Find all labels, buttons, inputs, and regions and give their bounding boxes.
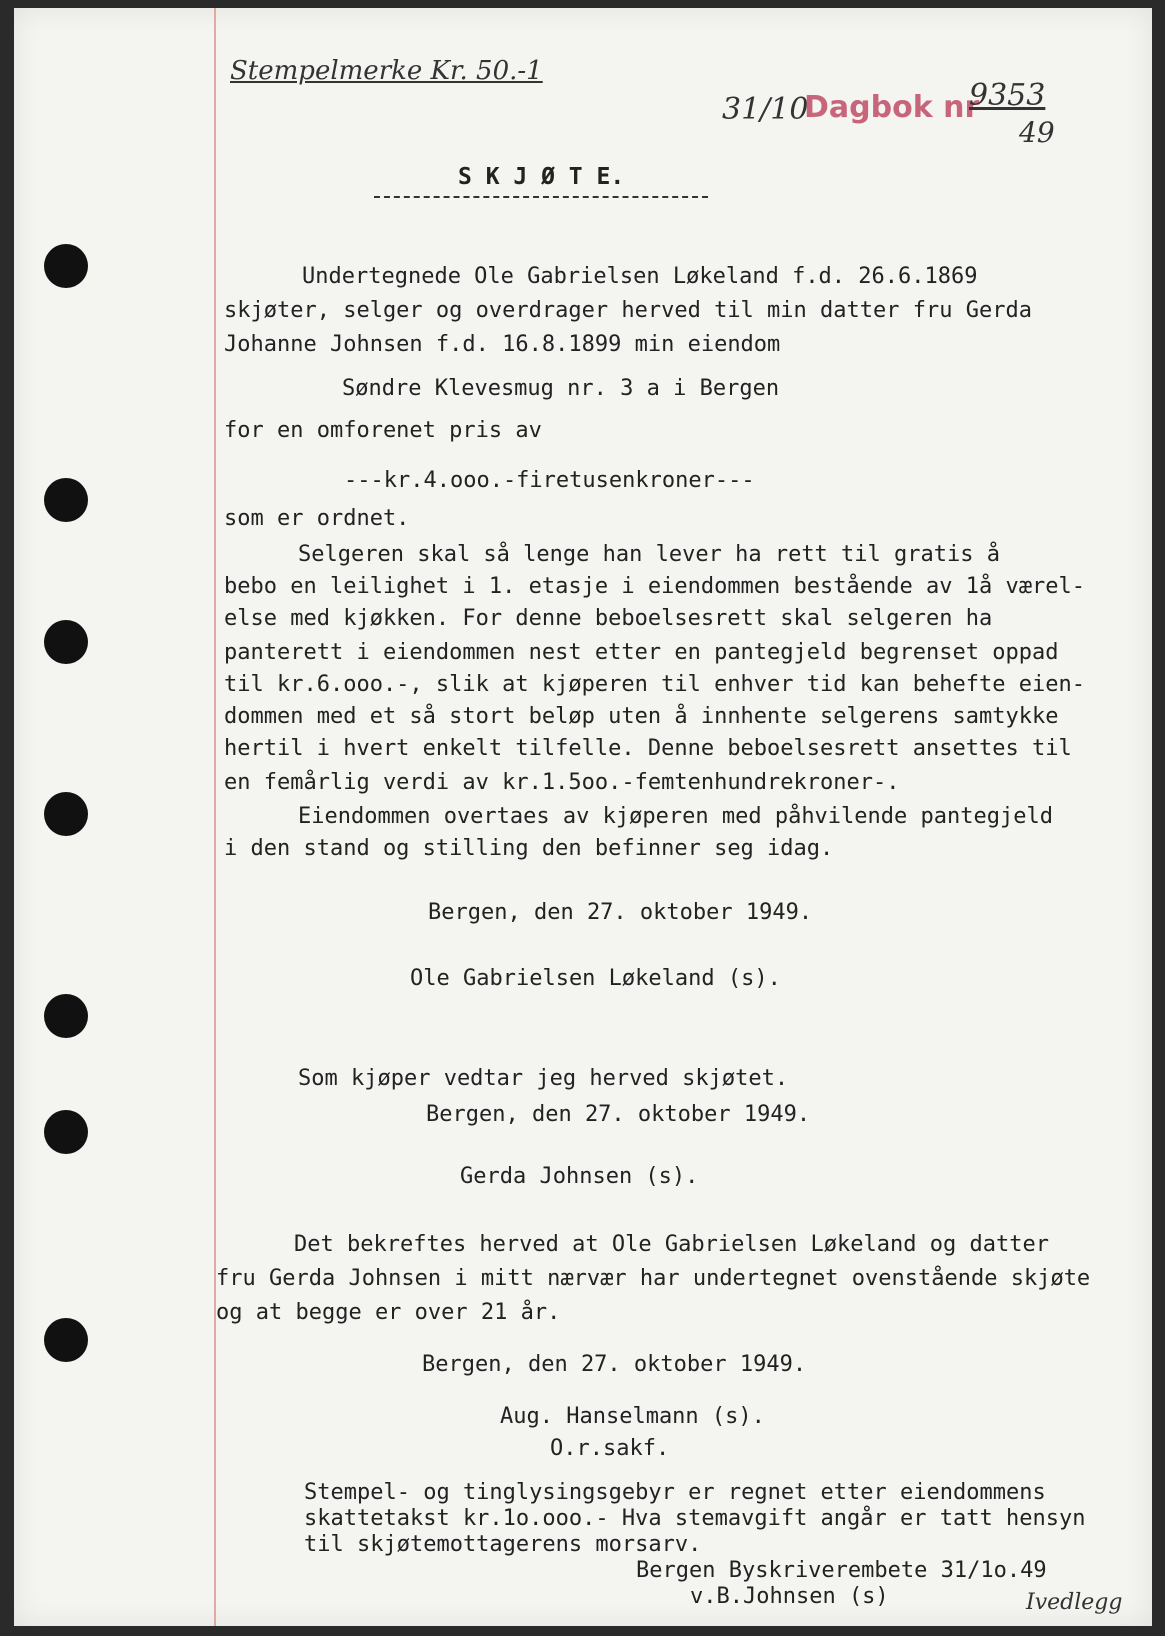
text-line: til skjøtemottagerens morsarv.: [304, 1532, 702, 1557]
text-line: Ole Gabrielsen Løkeland (s).: [410, 966, 781, 991]
text-line: O.r.sakf.: [550, 1436, 670, 1461]
punch-hole: [44, 244, 88, 288]
text-line: skattetakst kr.1o.ooo.- Hva stemavgift angår er tatt hensyn: [304, 1506, 1086, 1531]
text-line: Søndre Klevesmug nr. 3 a i Bergen: [342, 376, 780, 401]
text-line: v.B.Johnsen (s): [690, 1584, 889, 1609]
punch-hole: [44, 994, 88, 1038]
title-underline: [374, 196, 708, 198]
text-line: Som kjøper vedtar jeg herved skjøtet.: [298, 1066, 789, 1091]
punch-hole: [44, 478, 88, 522]
text-line: Bergen Byskriverembete 31/1o.49: [636, 1558, 1047, 1583]
text-line: en femårlig verdi av kr.1.5oo.-femtenhundrekroner-.: [224, 770, 900, 795]
text-line: Bergen, den 27. oktober 1949.: [426, 1102, 811, 1127]
text-line: panterett i eiendommen nest etter en pantegjeld begrenset oppad: [224, 640, 1059, 665]
text-line: til kr.6.ooo.-, slik at kjøperen til enhver tid kan behefte eien-: [224, 672, 1085, 697]
text-line: Stempel- og tinglysingsgebyr er regnet etter eiendommens: [304, 1480, 1046, 1505]
text-line: for en omforenet pris av: [224, 418, 542, 443]
text-line: Selgeren skal så lenge han lever ha rett til gratis å: [298, 542, 1000, 567]
document-title: S K J Ø T E.: [458, 164, 625, 190]
text-line: dommen med et så stort beløp uten å innhente selgerens samtykke: [224, 704, 1059, 729]
margin-line: [214, 8, 216, 1626]
punch-hole: [44, 1110, 88, 1154]
text-line: som er ordnet.: [224, 506, 410, 531]
punch-hole: [44, 792, 88, 836]
text-line: bebo en leilighet i 1. etasje i eiendommen bestående av 1å værel-: [224, 574, 1085, 599]
text-line: hertil i hvert enkelt tilfelle. Denne beboelsesrett ansettes til: [224, 736, 1072, 761]
handwritten-year: 49: [1019, 116, 1055, 149]
text-line: fru Gerda Johnsen i mitt nærvær har undertegnet ovenstående skjøte: [216, 1266, 1091, 1291]
text-line: ---kr.4.ooo.-firetusenkroner---: [344, 468, 755, 493]
text-line: skjøter, selger og overdrager herved til min datter fru Gerda: [224, 298, 1032, 323]
handwritten-date: 31/10: [722, 92, 809, 127]
text-line: Bergen, den 27. oktober 1949.: [422, 1352, 807, 1377]
handwritten-attachment-note: Ivedlegg: [1026, 1590, 1123, 1615]
text-line: else med kjøkken. For denne beboelsesrett skal selgeren ha: [224, 606, 993, 631]
text-line: Undertegnede Ole Gabrielsen Løkeland f.d. 26.6.1869: [302, 264, 978, 289]
text-line: Det bekreftes herved at Ole Gabrielsen Løkeland og datter: [294, 1232, 1049, 1257]
handwritten-journal-number: 9353: [969, 78, 1046, 113]
dagbok-stamp: Dagbok nr: [804, 90, 980, 125]
text-line: og at begge er over 21 år.: [216, 1300, 561, 1325]
punch-hole: [44, 1318, 88, 1362]
text-line: Gerda Johnsen (s).: [460, 1164, 699, 1189]
text-line: Eiendommen overtaes av kjøperen med påhvilende pantegjeld: [298, 804, 1053, 829]
punch-hole: [44, 620, 88, 664]
handwritten-stamp-note: Stempelmerke Kr. 50.-1: [230, 56, 543, 86]
text-line: Aug. Hanselmann (s).: [500, 1404, 765, 1429]
text-line: Bergen, den 27. oktober 1949.: [428, 900, 813, 925]
text-line: i den stand og stilling den befinner seg idag.: [224, 836, 834, 861]
text-line: Johanne Johnsen f.d. 16.8.1899 min eiendom: [224, 332, 781, 357]
document-page: [14, 8, 1152, 1626]
